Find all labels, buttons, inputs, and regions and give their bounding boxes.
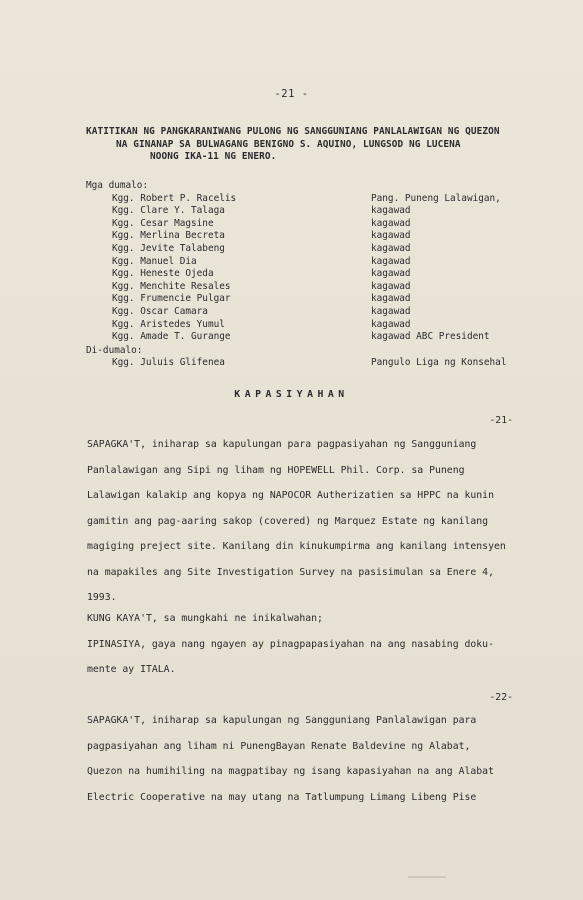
body-line: SAPAGKA'T, iniharap sa kapulungan para pagpasiyahan ng Sangguniang [87,439,477,450]
attendee-row [86,193,546,206]
attendee-position: kagawad ABC President [371,331,490,343]
attendee-row [86,319,546,332]
attendee-position: kagawad [371,217,411,229]
attendee-name: Kgg. Robert P. Racelis [112,192,237,204]
resolution-22-body [87,708,537,810]
attendee-name: Kgg. Cesar Magsine [112,217,214,229]
title-line-3: NOONG IKA-11 NG ENERO. [150,151,277,162]
body-line: KUNG KAYA'T, sa mungkahi ne inikalwahan; [87,613,323,624]
attendee-row [86,331,546,344]
attendee-position: kagawad [371,242,411,254]
attendee-name: Kgg. Menchite Resales [112,280,231,292]
attendee-position: kagawad [371,230,411,242]
resolution-21-body [87,432,537,611]
attendee-name: Kgg. Frumencie Pulgar [112,293,231,305]
attendee-row [86,256,546,269]
body-line: 1993. [87,592,117,603]
absentee-row [86,357,546,370]
body-line: SAPAGKA'T, iniharap sa kapulungan ng Sangguniang Panlalawigan para [87,715,477,726]
attendee-name: Kgg. Aristedes Yumul [112,318,225,330]
body-line: gamitin ang pag-aaring sakop (covered) ng Marquez Estate ng kanilang [87,515,489,527]
attendee-name: Kgg. Jevite Talabeng [112,242,225,254]
attendee-position: Pang. Puneng Lalawigan, [371,192,501,204]
attendee-row [86,293,546,306]
attendee-position: kagawad [371,280,411,292]
body-line: Electric Cooperative na may utang na Tatlumpung Limang Libeng Pise [87,791,477,803]
present-heading: Mga dumalo: [86,180,149,191]
attendee-position: kagawad [371,293,411,305]
title-line-1: KATITIKAN NG PANGKARANIWANG PULONG NG SANGGUNIANG PANLALAWIGAN NG QUEZON [86,126,500,137]
resolution-21-close [87,606,537,683]
absentee-position: Pangulo Liga ng Konsehal [371,357,507,369]
body-line: IPINASIYA, gaya nang ngayen ay pinagpapasiyahan na ang nasabing doku- [87,638,494,650]
page-number: -21 - [274,88,309,100]
attendee-row [86,281,546,294]
attendance-list [86,180,546,370]
body-line: Panlalawigan ang Sipi ng liham ng HOPEWELL Phil. Corp. sa Puneng [87,464,465,476]
body-line: pagpasiyahan ang liham ni PunengBayan Renate Baldevine ng Alabat, [87,740,471,752]
attendee-name: Kgg. Heneste Ojeda [112,268,214,280]
attendee-row [86,205,546,218]
attendee-position: kagawad [371,205,411,217]
attendee-position: kagawad [371,255,411,267]
scan-mark [408,876,446,878]
attendee-position: kagawad [371,305,411,317]
attendee-name: Kgg. Manuel Dia [112,255,197,267]
body-line: na mapakiles ang Site Investigation Survey na pasisimulan sa Enere 4, [87,566,494,578]
attendee-row [86,243,546,256]
attendee-name: Kgg. Clare Y. Talaga [112,205,225,217]
resolution-number: -22- [489,692,513,703]
attendee-row [86,230,546,243]
body-line: Lalawigan kalakip ang kopya ng NAPOCOR Autherizatien sa HPPC na kunin [87,490,494,501]
body-line: magiging preject site. Kanilang din kinukumpirma ang kanilang intensyen [87,541,506,552]
attendee-row [86,218,546,231]
attendee-name: Kgg. Amade T. Gurange [112,331,231,343]
resolution-number: -21- [489,415,513,426]
attendee-name: Kgg. Oscar Camara [112,305,208,317]
minutes-title [86,126,546,164]
absent-heading: Di-dumalo: [86,344,143,356]
absentee-name: Kgg. Juluis Glifenea [112,357,225,369]
attendee-row [86,306,546,319]
title-line-2: NA GINANAP SA BULWAGANG BENIGNO S. AQUINO, LUNGSOD NG LUCENA [116,138,461,150]
attendee-position: kagawad [371,318,411,330]
attendee-row [86,268,546,281]
attendee-name: Kgg. Merlina Becreta [112,230,225,242]
section-title: KAPASIYAHAN [234,389,349,400]
body-line: mente ay ITALA. [87,664,176,675]
body-line: Quezon na humihiling na magpatibay ng isang kapasiyahan na ang Alabat [87,766,494,777]
attendee-position: kagawad [371,268,411,280]
